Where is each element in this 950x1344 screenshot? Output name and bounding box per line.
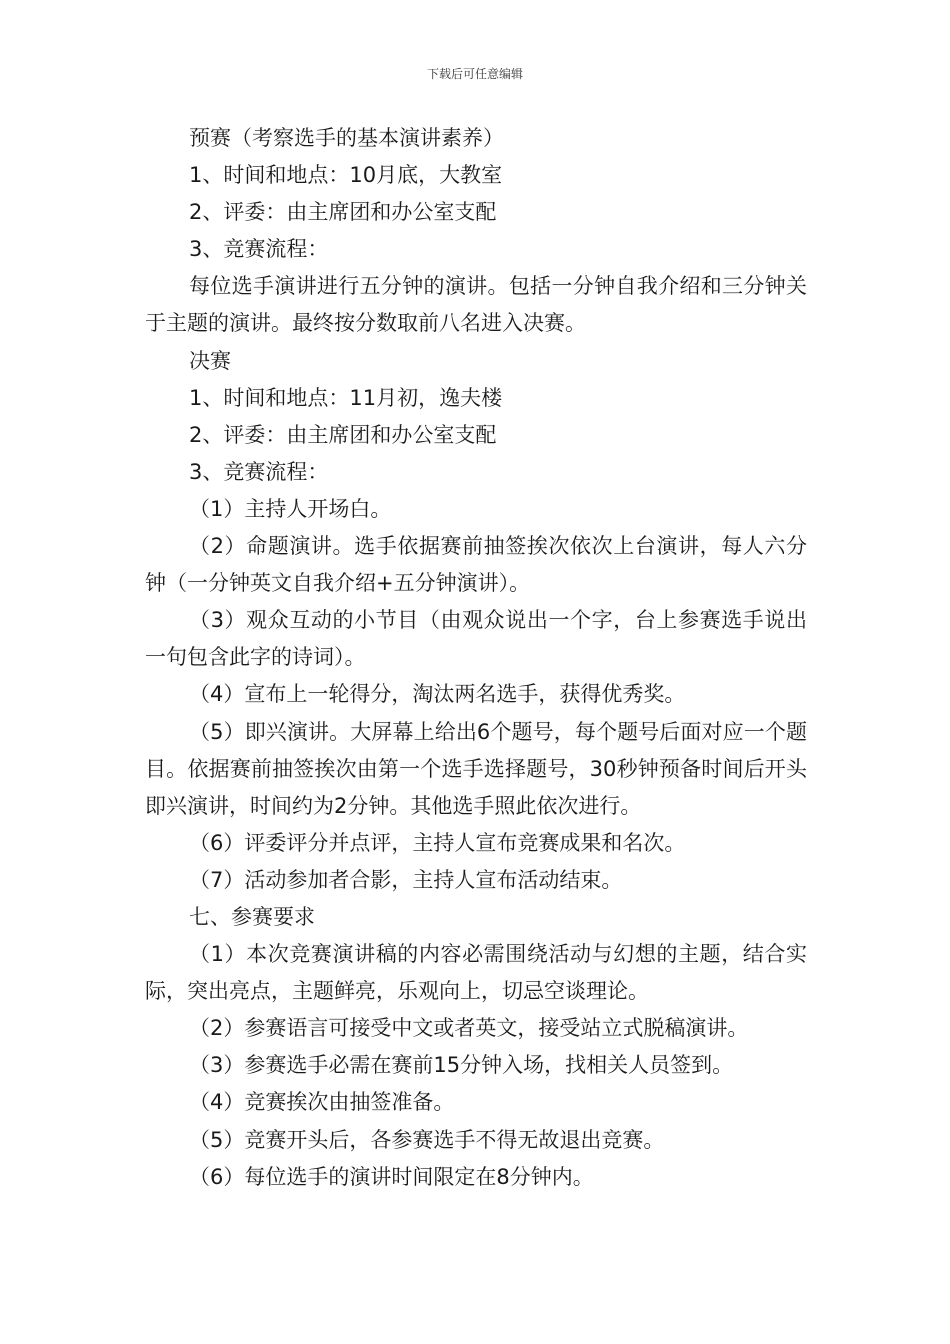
document-body: [145, 120, 807, 1196]
preliminary-judges: 2、评委：由主席团和办公室支配: [189, 200, 497, 225]
final-step-4: （4）宣布上一轮得分，淘汰两名选手，获得优秀奖。: [189, 682, 686, 707]
preliminary-process-heading: 3、竞赛流程：: [189, 237, 329, 262]
preliminary-time-place: 1、时间和地点：10月底，大教室: [189, 163, 503, 188]
requirement-5: （5）竞赛开头后，各参赛选手不得无故退出竞赛。: [189, 1127, 665, 1152]
final-step-3: （3）观众互动的小节目（由观众说出一个字，台上参赛选手说出一句包含此字的诗词）。: [145, 608, 807, 670]
section-heading-final: 决赛: [189, 348, 231, 373]
requirement-6: （6）每位选手的演讲时间限定在8分钟内。: [189, 1164, 594, 1189]
final-time-place: 1、时间和地点：11月初，逸夫楼: [189, 385, 503, 410]
section-heading-requirements: 七、参赛要求: [189, 904, 315, 929]
requirement-2: （2）参赛语言可接受中文或者英文，接受站立式脱稿演讲。: [189, 1016, 749, 1041]
final-process-heading: 3、竞赛流程：: [189, 459, 329, 484]
section-heading-preliminary: 预赛（考察选手的基本演讲素养）: [189, 126, 504, 150]
final-judges: 2、评委：由主席团和办公室支配: [189, 422, 497, 447]
preliminary-process-text: 每位选手演讲进行五分钟的演讲。包括一分钟自我介绍和三分钟关于主题的演讲。最终按分数取前八名进入决赛。: [145, 274, 807, 336]
requirement-4: （4）竞赛挨次由抽签准备。: [189, 1090, 455, 1115]
requirement-3: （3）参赛选手必需在赛前15分钟入场，找相关人员签到。: [189, 1053, 734, 1078]
final-step-2: （2）命题演讲。选手依据赛前抽签挨次依次上台演讲，每人六分钟（一分钟英文自我介绍+五分钟演讲）。: [145, 534, 807, 596]
requirement-1: （1）本次竞赛演讲稿的内容必需围绕活动与幻想的主题，结合实际，突出亮点，主题鲜亮，乐观向上，切忌空谈理论。: [145, 942, 807, 1004]
final-step-5: （5）即兴演讲。大屏幕上给出6个题号，每个题号后面对应一个题目。依据赛前抽签挨次由第一个选手选择题号，30秒钟预备时间后开头即兴演讲，时间约为2分钟。其他选手照此依次进行。: [145, 719, 807, 818]
page-header: 下载后可任意编辑: [426, 67, 523, 81]
final-step-6: （6）评委评分并点评，主持人宣布竞赛成果和名次。: [189, 830, 686, 855]
final-step-7: （7）活动参加者合影，主持人宣布活动结束。: [189, 867, 623, 892]
final-step-1: （1）主持人开场白。: [189, 496, 392, 521]
